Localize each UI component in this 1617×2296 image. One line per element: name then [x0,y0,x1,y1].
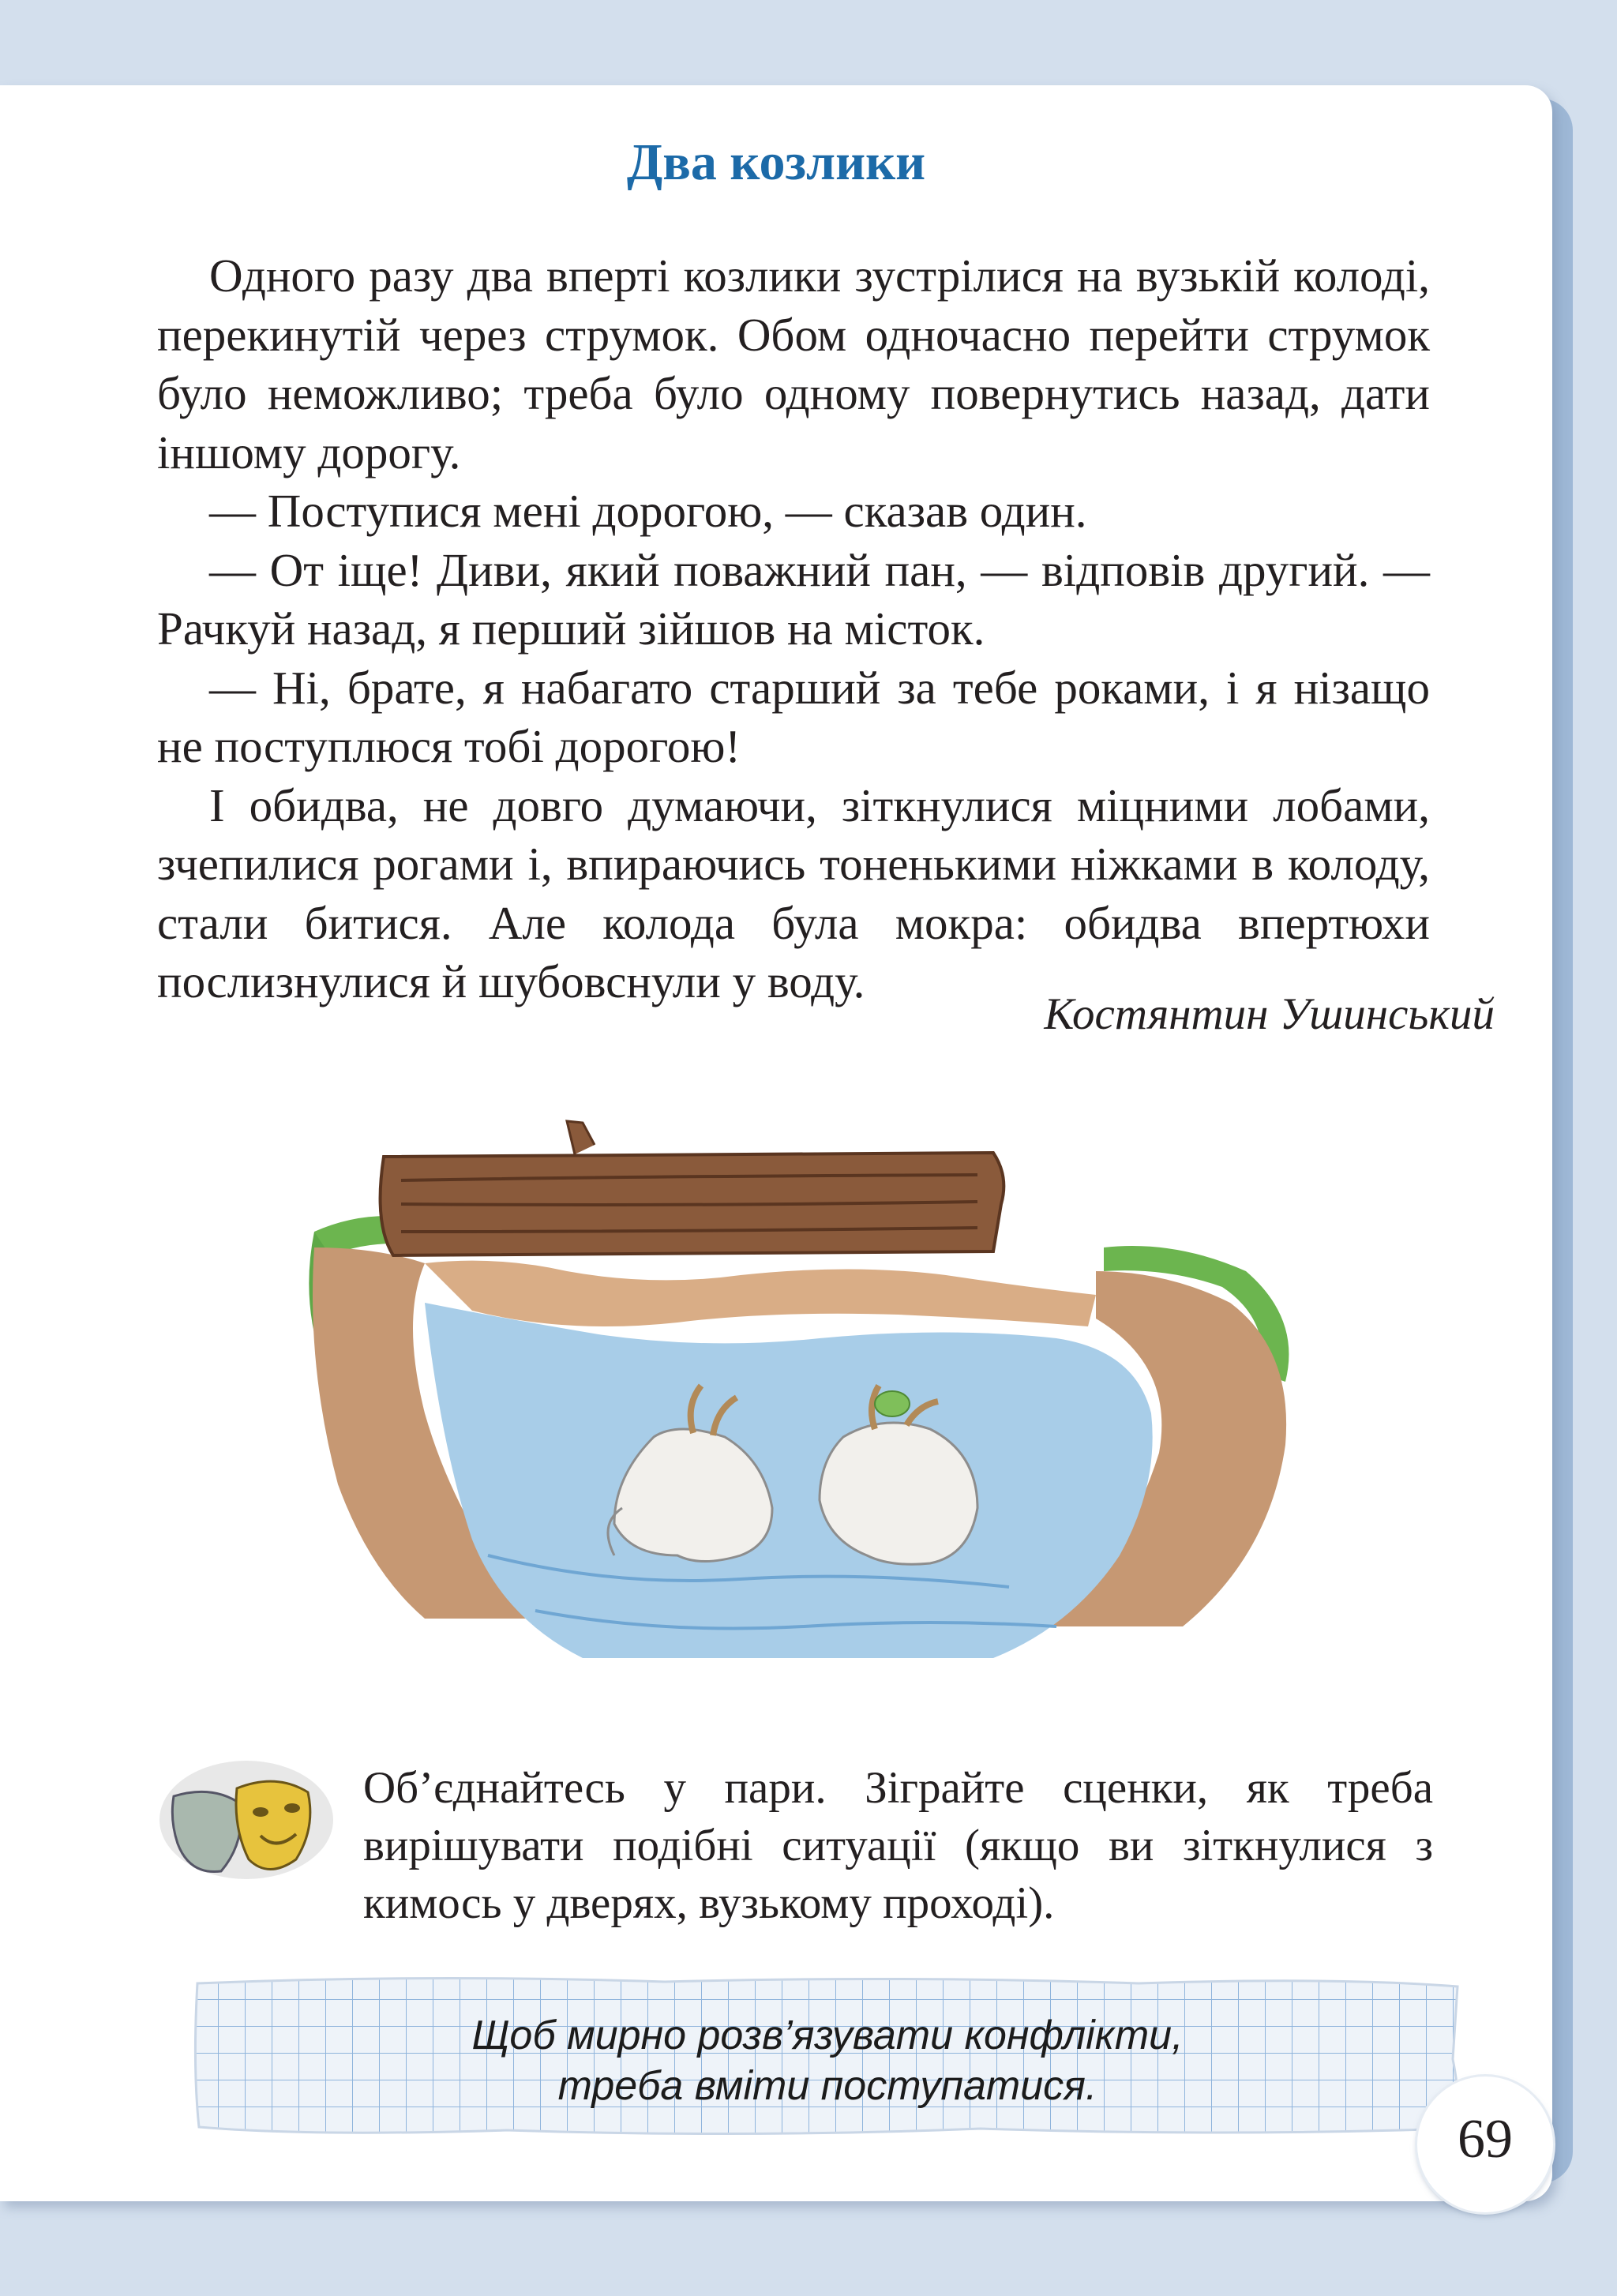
story-paragraph: І обидва, не довго думаючи, зіткнулися міцними лобами, зчепилися рогами і, впираючись тоненькими ніжками в колоду, стали битися. Але колода була мокра: обидва впертюхи послизнулися й шубовснули у воду. [157,778,1430,1007]
note-text [191,2010,1464,2111]
stream-water [425,1303,1153,1658]
theatre-masks-icon [158,1741,336,1891]
note-line: треба вміти поступатися. [557,2063,1097,2109]
story-paragraph: — От іще! Диви, який поважний пан, — відповів другий. — Рачкуй назад, я перший зійшов на місток. [157,543,1430,655]
note-line: Щоб мирно розв’язувати конфлікти, [471,2013,1184,2058]
task-text: Об’єднайтесь у пари. Зіграйте сценки, як треба вирішувати подібні ситуації (якщо ви зіткнулися з кимось у дверях, вузькому проході). [363,1763,1433,1928]
story-title: Два козлики [626,133,926,191]
story-paragraph: — Ні, брате, я набагато старший за тебе роками, і я нізащо не поступлюся тобі дорогою! [157,661,1430,772]
story-paragraph: Одного разу два вперті козлики зустрілися на вузькій колоді, перекинутій через струмок. Обом одночасно перейти струмок було неможливо; треба було одному повернутись назад, дати іншому дорогу. [157,249,1430,478]
moral-note [191,1972,1464,2138]
story-paragraph: — Поступися мені дорогою, — сказав один. [209,485,1087,537]
story-author: Костянтин Ушинський [1044,989,1495,1039]
page-number: 69 [1417,2077,1553,2212]
story-text [157,246,1430,1011]
goats-in-stream-illustration [298,1113,1317,1666]
